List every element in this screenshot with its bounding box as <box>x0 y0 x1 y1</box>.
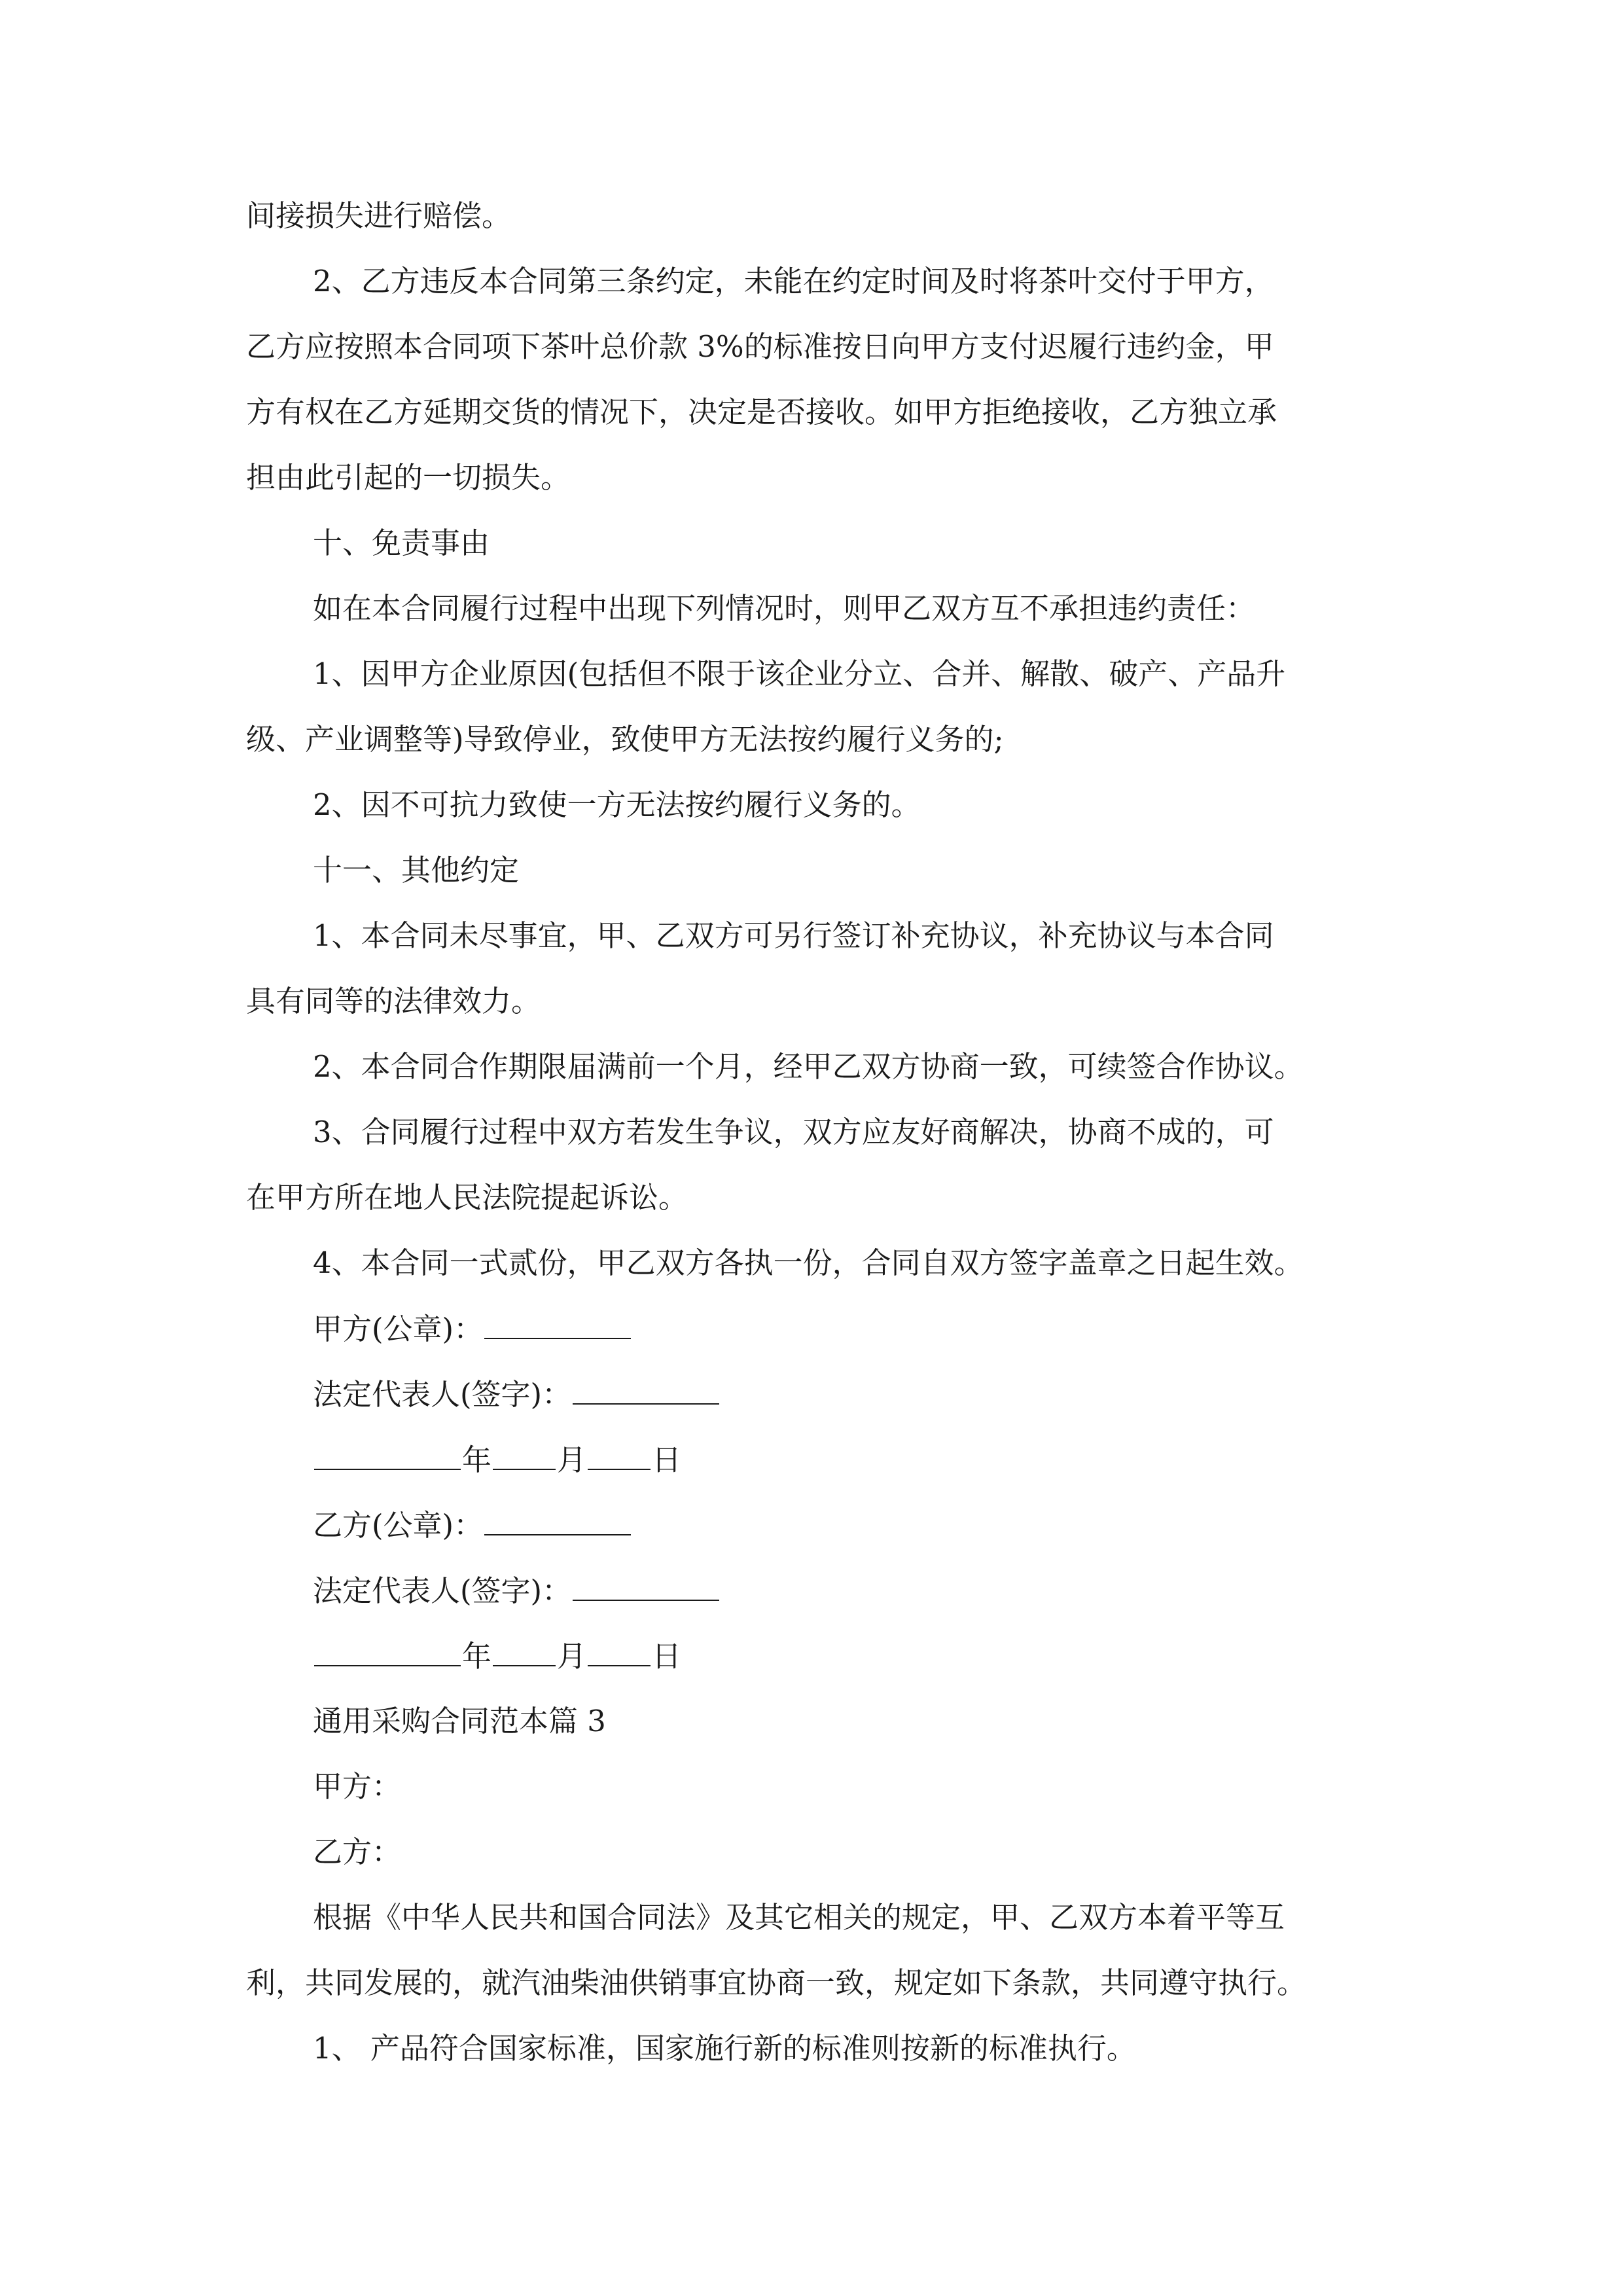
party-a-seal-blank <box>484 1309 631 1339</box>
day-label: 日 <box>652 1639 682 1674</box>
month-label: 月 <box>557 1443 587 1477</box>
month-blank <box>493 1440 556 1470</box>
month-label: 月 <box>557 1639 587 1674</box>
month-blank <box>493 1636 556 1666</box>
section3-para1-line2: 利，共同发展的，就汽油柴油供销事宜协商一致，规定如下条款，共同遵守执行。 <box>246 1965 1307 2000</box>
section3-party-b: 乙方： <box>313 1835 402 1869</box>
section-heading: 十一、其他约定 <box>313 853 520 888</box>
section-heading: 十、免责事由 <box>313 526 490 560</box>
text-line: 级、产业调整等)导致停业，致使甲方无法按约履行义务的; <box>246 722 1004 757</box>
party-a-rep-blank <box>573 1374 719 1405</box>
text-line: 2、本合同合作期限届满前一个月，经甲乙双方协商一致，可续签合作协议。 <box>313 1049 1304 1084</box>
party-b-seal-blank <box>484 1505 631 1535</box>
section3-para1-line1: 根据《中华人民共和国合同法》及其它相关的规定，甲、乙双方本着平等互 <box>313 1900 1285 1935</box>
text-line: 4、本合同一式贰份，甲乙双方各执一份，合同自双方签字盖章之日起生效。 <box>313 1246 1304 1280</box>
party-b-date-line <box>313 1636 681 1676</box>
section3-title: 通用采购合同范本篇 3 <box>313 1704 606 1738</box>
year-label: 年 <box>462 1639 492 1674</box>
day-label: 日 <box>652 1443 682 1477</box>
text-line: 具有同等的法律效力。 <box>246 984 541 1018</box>
text-line: 2、乙方违反本合同第三条约定，未能在约定时间及时将茶叶交付于甲方， <box>313 264 1274 298</box>
text-line: 在甲方所在地人民法院提起诉讼。 <box>246 1180 688 1215</box>
text-line: 2、因不可抗力致使一方无法按约履行义务的。 <box>313 787 921 822</box>
party-b-rep-label: 法定代表人(签字)： <box>313 1573 572 1608</box>
text-line: 间接损失进行赔偿。 <box>246 198 512 233</box>
party-a-seal-label: 甲方(公章)： <box>313 1312 484 1346</box>
year-blank <box>314 1440 461 1470</box>
party-b-seal-label: 乙方(公章)： <box>313 1508 484 1543</box>
text-line: 如在本合同履行过程中出现下列情况时，则甲乙双方互不承担违约责任： <box>313 591 1256 626</box>
text-line: 方有权在乙方延期交货的情况下，决定是否接收。如甲方拒绝接收，乙方独立承 <box>246 395 1277 429</box>
party-a-rep-label: 法定代表人(签字)： <box>313 1377 572 1412</box>
text-line: 1、因甲方企业原因(包括但不限于该企业分立、合并、解散、破产、产品升 <box>313 656 1286 691</box>
day-blank <box>588 1440 651 1470</box>
year-label: 年 <box>462 1443 492 1477</box>
text-line: 3、合同履行过程中双方若发生争议，双方应友好商解决，协商不成的，可 <box>313 1115 1274 1149</box>
year-blank <box>314 1636 461 1666</box>
party-a-date-line <box>313 1440 681 1479</box>
party-b-seal-line <box>313 1505 632 1545</box>
party-a-rep-line <box>313 1374 721 1414</box>
party-b-rep-line <box>313 1571 721 1610</box>
text-line: 乙方应按照本合同项下茶叶总价款 3%的标准按日向甲方支付迟履行违约金，甲 <box>246 329 1274 364</box>
section3-party-a: 甲方： <box>313 1769 402 1804</box>
section3-item1: 1、 产品符合国家标准，国家施行新的标准则按新的标准执行。 <box>313 2031 1136 2066</box>
party-a-seal-line <box>313 1309 632 1348</box>
text-line: 担由此引起的一切损失。 <box>246 460 571 495</box>
day-blank <box>588 1636 651 1666</box>
party-b-rep-blank <box>573 1571 719 1601</box>
text-line: 1、本合同未尽事宜，甲、乙双方可另行签订补充协议，补充协议与本合同 <box>313 918 1274 953</box>
